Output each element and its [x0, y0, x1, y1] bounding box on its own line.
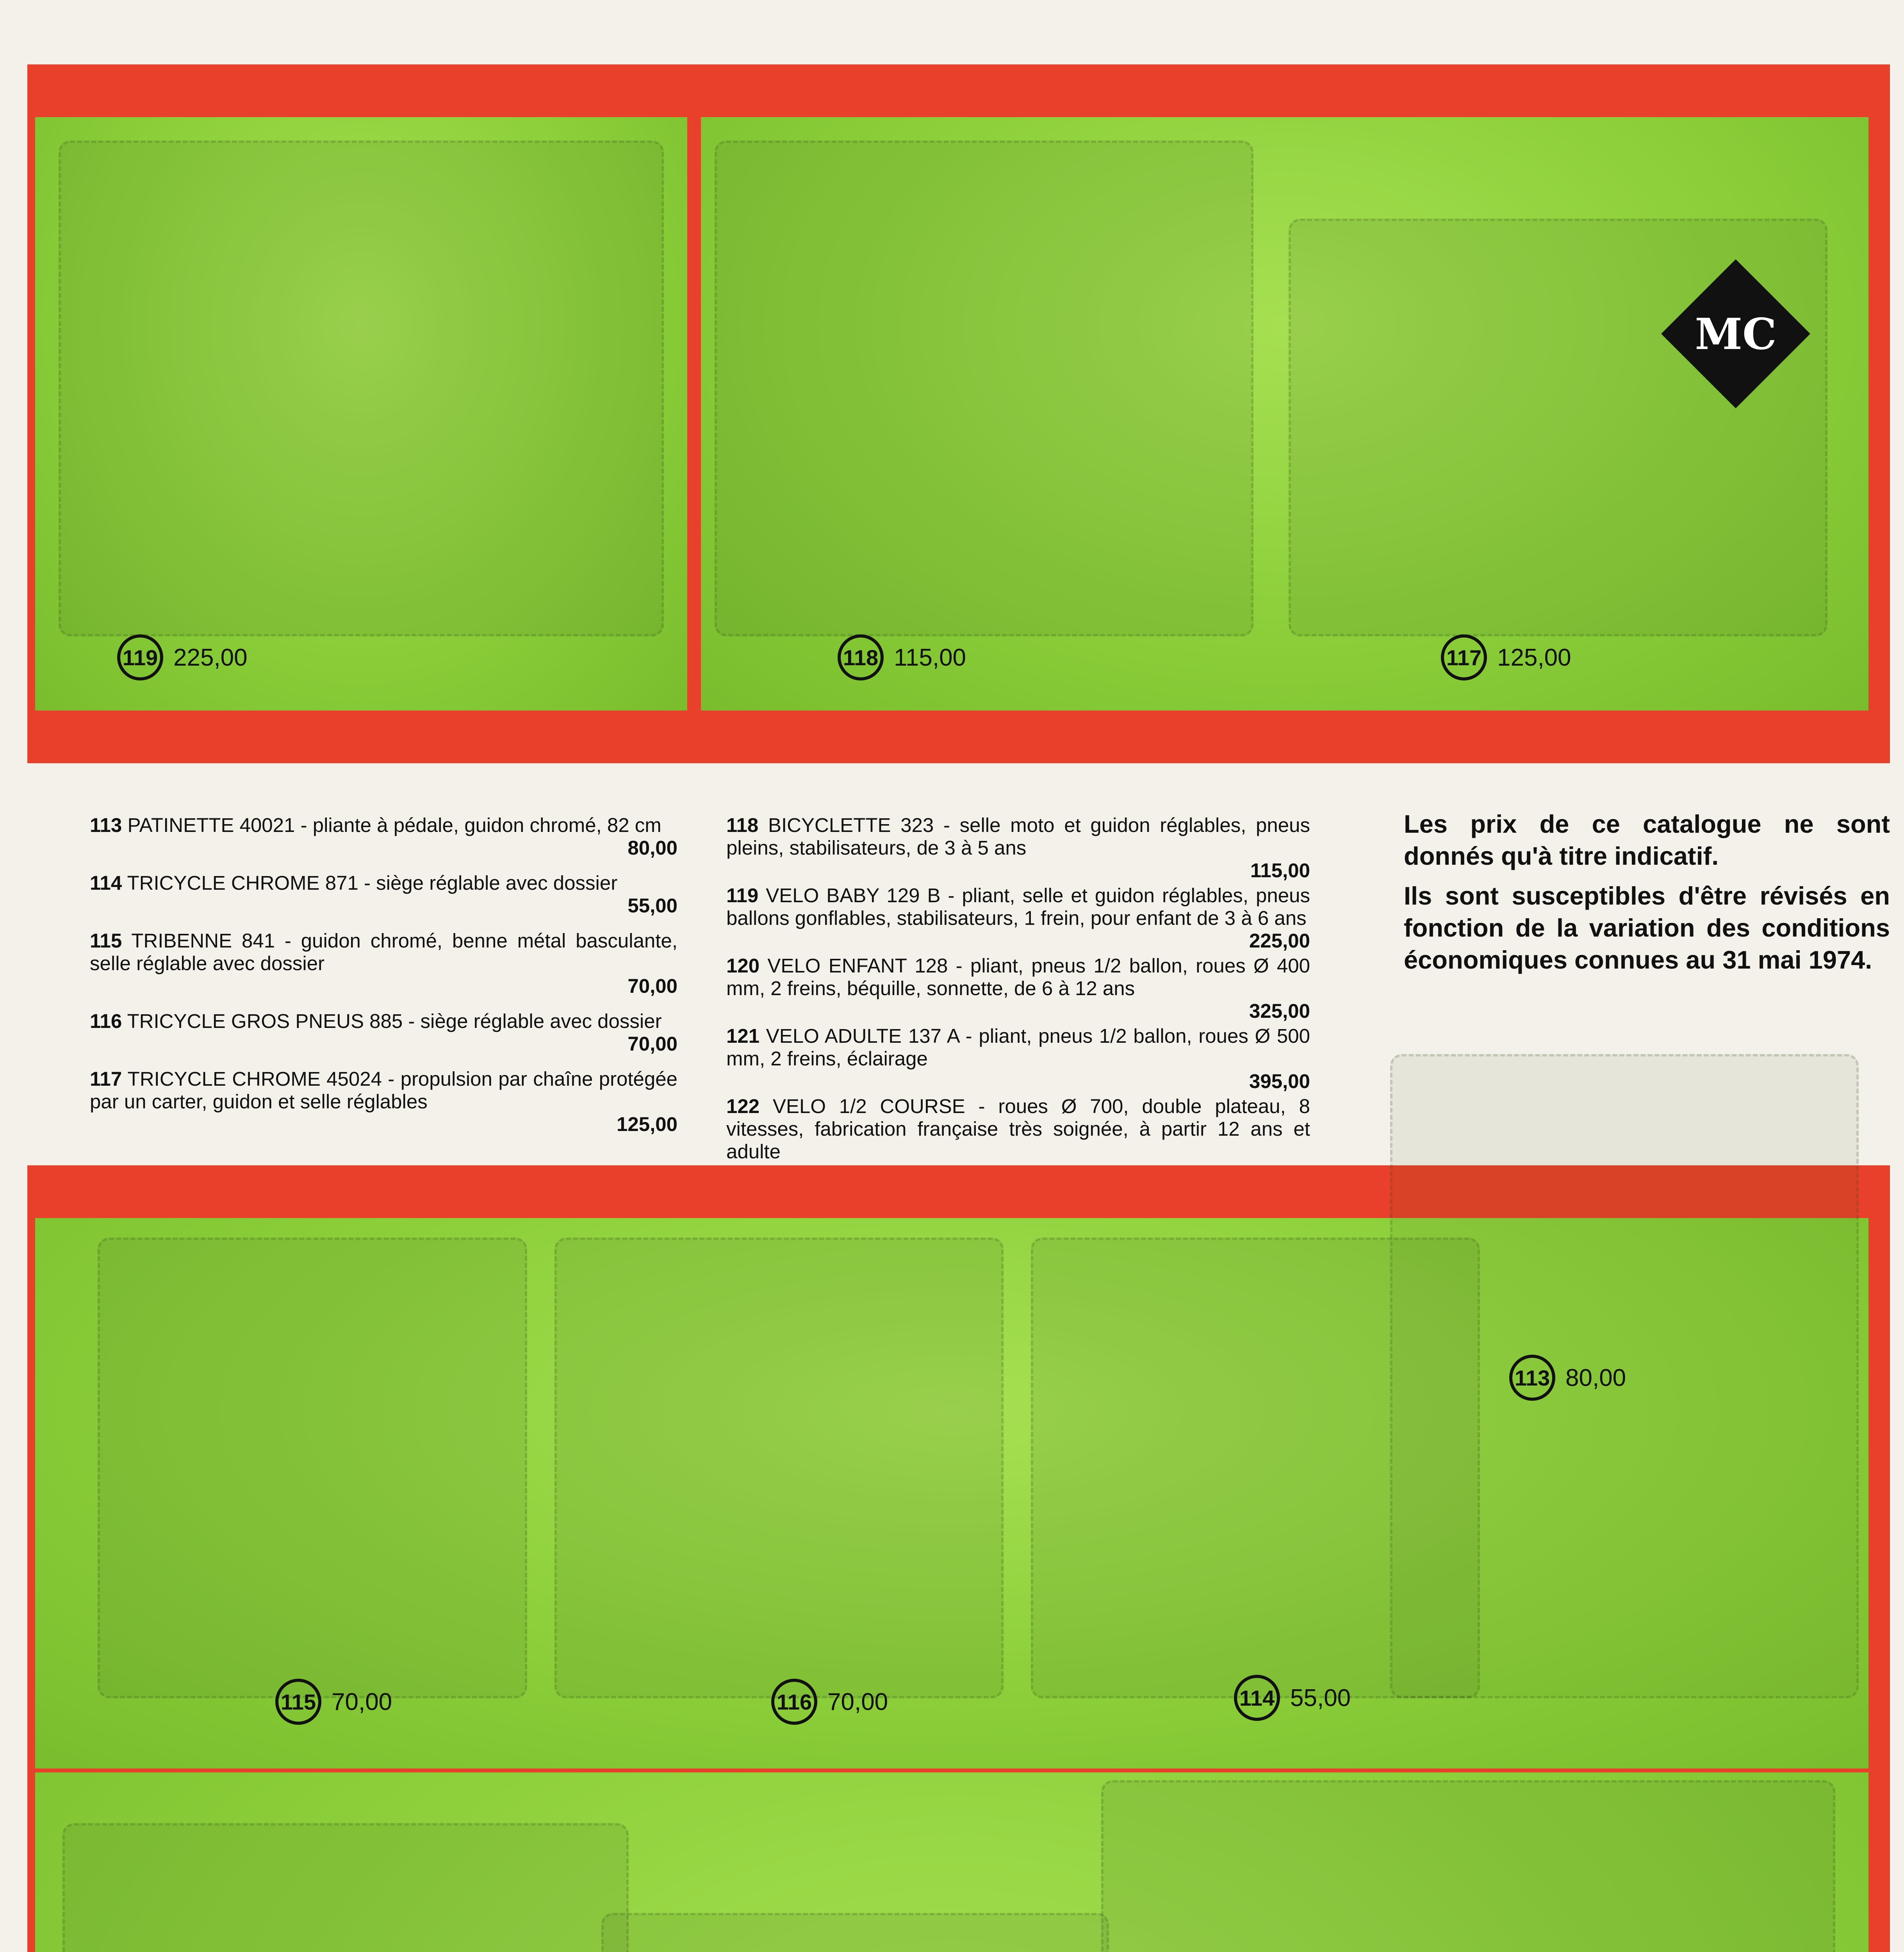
price-tag-115	[275, 1679, 392, 1725]
item-description: PATINETTE 40021 - pliante à pédale, guidon chromé, 82 cm	[127, 814, 661, 836]
price-tag-119	[117, 634, 248, 680]
item-description: VELO BABY 129 B - pliant, selle et guidon réglables, pneus ballons gonflables, stabilisateurs, 1 frein, pour enfant de 3 à 6 ans	[726, 884, 1310, 929]
product-photo-118	[715, 141, 1253, 636]
item-number-badge: 118	[838, 634, 884, 680]
item-number: 122	[726, 1095, 760, 1117]
item-price: 115,00	[1250, 859, 1310, 882]
item-number-badge: 119	[117, 634, 163, 680]
item-number: 113	[90, 814, 122, 836]
product-photo-122	[1101, 1780, 1835, 1952]
item-price: 55,00	[1290, 1684, 1351, 1712]
item-description: TRICYCLE GROS PNEUS 885 - siège réglable avec dossier	[127, 1010, 662, 1032]
product-list-right	[726, 814, 1310, 1188]
item-price: 80,00	[1565, 1364, 1626, 1391]
product-list-left	[90, 814, 677, 1148]
list-item	[90, 930, 677, 997]
item-description: TRICYCLE CHROME 871 - siège réglable avec dossier	[127, 872, 618, 894]
product-photo-120	[601, 1913, 1109, 1952]
price-tag-113	[1509, 1355, 1626, 1401]
item-description: VELO 1/2 COURSE - roues Ø 700, double plateau, 8 vitesses, fabrication française très soignée, à partir 12 ans et adulte	[726, 1095, 1310, 1163]
mc-brand-logo: MC	[1661, 259, 1810, 408]
item-number-badge: 117	[1441, 634, 1487, 680]
price-tag-117	[1441, 634, 1571, 680]
item-number: 121	[726, 1025, 760, 1047]
item-price: 70,00	[628, 1033, 677, 1055]
item-number-badge: 114	[1234, 1675, 1280, 1721]
price-disclaimer	[1404, 808, 1890, 984]
item-number-badge: 115	[275, 1679, 321, 1725]
list-item	[90, 814, 677, 859]
item-number: 118	[726, 814, 759, 836]
item-price: 80,00	[628, 837, 677, 859]
item-price: 225,00	[173, 644, 248, 671]
list-item	[726, 1025, 1310, 1093]
item-number: 116	[90, 1010, 122, 1032]
item-description: BICYCLETTE 323 - selle moto et guidon réglables, pneus pleins, stabilisateurs, de 3 à 5 ans	[726, 814, 1310, 859]
item-price: 125,00	[1497, 644, 1571, 671]
item-number: 120	[726, 955, 760, 977]
item-description: VELO ADULTE 137 A - pliant, pneus 1/2 ballon, roues Ø 500 mm, 2 freins, éclairage	[726, 1025, 1310, 1070]
item-price: 70,00	[827, 1688, 888, 1715]
disclaimer-line: Ils sont susceptibles d'être révisés en fonction de la variation des conditions économiques connues au 31 mai 1974.	[1404, 882, 1890, 974]
disclaimer-line: Les prix de ce catalogue ne sont donnés qu'à titre indicatif.	[1404, 810, 1890, 870]
product-photo-119	[59, 141, 664, 636]
item-number: 115	[90, 930, 122, 952]
price-tag-114	[1234, 1675, 1351, 1721]
item-number: 114	[90, 872, 122, 894]
list-item	[726, 955, 1310, 1022]
list-item	[90, 872, 677, 917]
item-description: TRICYCLE CHROME 45024 - propulsion par chaîne protégée par un carter, guidon et selle réglables	[90, 1068, 678, 1113]
product-photo-116	[554, 1238, 1004, 1698]
item-price: 225,00	[1249, 930, 1310, 952]
list-item	[90, 1068, 677, 1136]
item-number-badge: 113	[1509, 1355, 1555, 1401]
item-price: 115,00	[894, 644, 966, 671]
item-number: 119	[726, 884, 759, 907]
item-price: 55,00	[628, 894, 677, 917]
item-price: 70,00	[628, 975, 677, 997]
item-price: 125,00	[617, 1113, 677, 1135]
item-description: VELO ENFANT 128 - pliant, pneus 1/2 ballon, roues Ø 400 mm, 2 freins, béquille, sonnette, de 6 à 12 ans	[726, 955, 1310, 999]
product-photo-121	[62, 1823, 629, 1952]
item-number: 117	[90, 1068, 122, 1090]
list-item	[90, 1010, 677, 1055]
list-item	[726, 884, 1310, 952]
price-tag-116	[771, 1679, 888, 1725]
price-tag-118	[838, 634, 966, 680]
list-item	[726, 814, 1310, 882]
item-price: 325,00	[1249, 1000, 1310, 1022]
item-number-badge: 116	[771, 1679, 817, 1725]
item-description: TRIBENNE 841 - guidon chromé, benne métal basculante, selle réglable avec dossier	[90, 930, 677, 974]
product-photo-115	[98, 1238, 527, 1698]
item-price: 395,00	[1249, 1070, 1310, 1092]
item-price: 70,00	[332, 1688, 392, 1715]
